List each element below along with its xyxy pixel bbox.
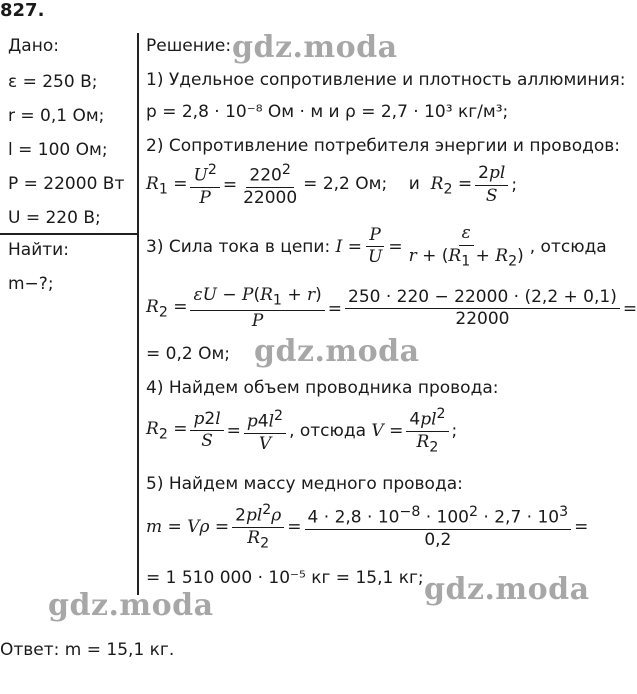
step1-heading: 1) Удельное сопротивление и плотность аллюминия: — [146, 70, 626, 90]
watermark: gdz.moda — [424, 572, 590, 607]
given-line-emf: ε = 250 В; — [8, 72, 98, 92]
find-title: Найти: — [8, 240, 69, 260]
watermark: gdz.moda — [48, 588, 214, 623]
step5-formula: m = Vρ = $\frac{2pl^2\rho}{R_2}$ = $\frac{4 \cdot 2,8 \cdot 10^{-8} \cdot 100^2 \cdot 2,7 \cdot 10^3}{0,2}$ = — [146, 502, 589, 552]
given-title: Дано: — [8, 36, 59, 56]
given-line-p: P = 22000 Вт — [8, 174, 125, 194]
given-line-r: r = 0,1 Ом; — [8, 106, 105, 126]
step3-formula: 3) Сила тока в цепи: I = $\frac{P}{U}$ = $\frac{\varepsilon}{r + (R_1 + R_2)}$ , отсюда — [146, 223, 607, 269]
step1-formula: p = 2,8 · 10⁻⁸ Ом · м и ρ = 2,7 · 10³ кг/м³; — [146, 102, 509, 122]
step2-formula: $R_1$ = $\frac{U^2}{P}$ = $\frac{220^2}{22000}$ = 2,2 Ом; и $R_2$ = $\frac{2pl}{S}$ ; — [146, 162, 518, 209]
divider-horizontal — [0, 233, 137, 235]
given-line-l: l = 100 Ом; — [8, 140, 108, 160]
r2-result: = 0,2 Ом; — [146, 344, 231, 364]
find-value: m−?; — [8, 274, 54, 294]
step3-tail: , отсюда — [529, 236, 607, 257]
step3-heading: 3) Сила тока в цепи: — [146, 236, 331, 257]
watermark: gdz.moda — [254, 334, 420, 369]
given-line-u: U = 220 В; — [8, 208, 101, 228]
watermark: gdz.moda — [232, 30, 398, 65]
solution-title: Решение: — [146, 36, 232, 56]
step4-tail: , отсюда — [289, 420, 367, 441]
step4-heading: 4) Найдем объем проводника провода: — [146, 378, 499, 398]
mass-result: = 1 510 000 · 10⁻⁵ кг = 15,1 кг; — [146, 568, 424, 588]
r2-formula: $R_2$ = $\frac{\varepsilon U - P(R_1 + r)}{P}$ = $\frac{250 \cdot 220 - 22000 \cdot (2,2 + 0,1)}{22000}$ = — [146, 285, 637, 331]
step5-heading: 5) Найдем массу медного провода: — [146, 474, 463, 494]
step4-formula: $R_2$ = $\frac{p2l}{S}$ = $\frac{p4l^2}{V}$ , отсюда V = $\frac{4pl^2}{R_2}$ ; — [146, 406, 458, 456]
divider-vertical — [137, 33, 139, 595]
answer-line: Ответ: m = 15,1 кг. — [0, 640, 175, 660]
step2-heading: 2) Сопротивление потребителя энергии и проводов: — [146, 136, 621, 156]
problem-number: 827. — [0, 0, 45, 21]
